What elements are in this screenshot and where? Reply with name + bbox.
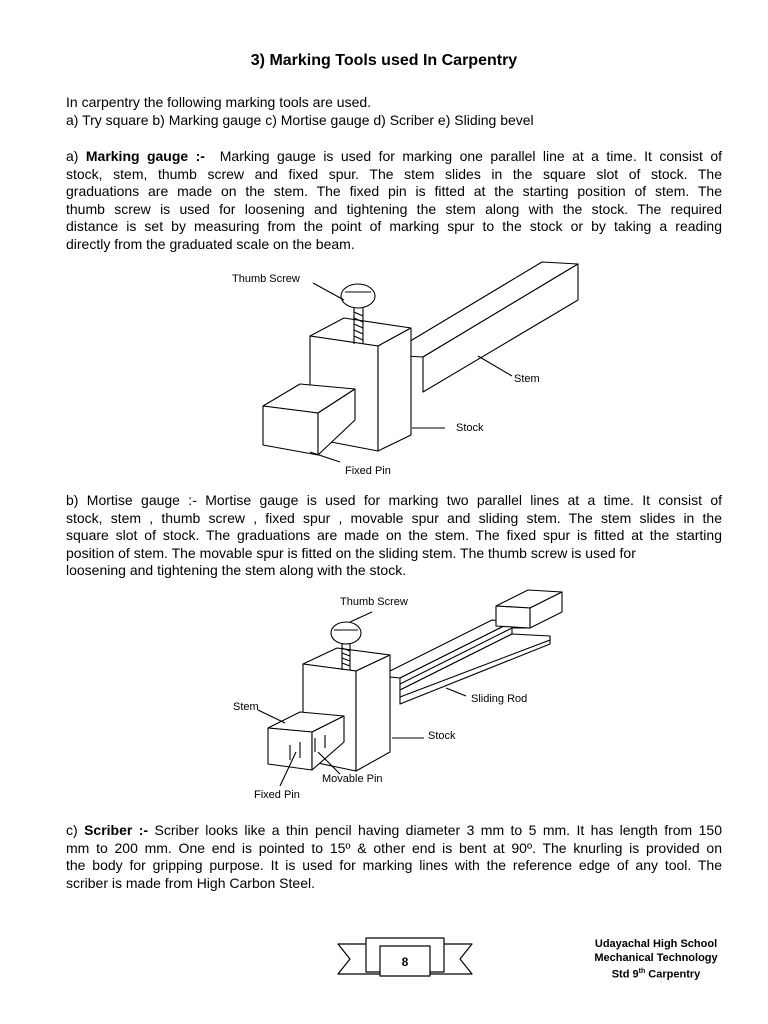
scriber-prefix: c) [66,822,85,838]
label-fixed-pin: Fixed Pin [345,465,391,477]
scriber-heading: Scriber :- [84,822,149,838]
page-title: 3) Marking Tools used In Carpentry [250,52,518,69]
intro-line-2: a) Try square b) Marking gauge c) Mortise gauge d) Scriber e) Sliding bevel [66,111,534,128]
label-stem: Stem [514,373,540,385]
scriber-line-3: the body for gripping purpose. It is used for marking lines with the reference edge of any tool. The [66,857,722,874]
label-stem: Stem [233,701,259,713]
marking-gauge-line-6: directly from the graduated scale on the beam. [66,235,355,252]
intro-line-1: In carpentry the following marking tools are used. [66,94,372,110]
label-sliding-rod: Sliding Rod [471,693,528,705]
footer-school: Udayachal High School [594,938,718,950]
marking-gauge-line-4: thumb screw is used for loosening and tightening the stem along with the stock. The required [66,200,722,217]
footer-subject: Mechanical Technology [594,952,718,964]
mortise-gauge-line-1: b) Mortise gauge :- Mortise gauge is used for marking two parallel lines at a time. It consist of [66,492,722,508]
stock-side-face [356,655,390,771]
label-thumb-screw: Thumb Screw [232,273,300,285]
mortise-gauge-line-5: loosening and tightening the stem along with the stock. [66,562,407,579]
label-thumb-screw: Thumb Screw [340,596,408,608]
footer-class [556,965,756,982]
mortise-gauge-line-3: square slot of stock. The graduations are made on the stem. The fixed spur is fitted at the starting [66,527,722,544]
scriber-line-1 [66,822,722,840]
mortise-gauge-line-2: stock, stem , thumb screw , fixed spur , movable spur and sliding stem. The stem slides in the [66,509,722,526]
page-number-banner [336,936,474,982]
mortise-gauge-line-4: position of stem. The movable spur is fitted on the sliding stem. The thumb screw is used for [66,544,636,561]
label-movable-pin: Movable Pin [322,773,383,785]
marking-gauge-line-5: distance is set by measuring from the point of marking spur to the stock or by taking a reading [66,218,722,235]
label-fixed-pin: Fixed Pin [254,789,300,801]
marking-gauge-text: Marking gauge is used for marking one parallel line at a time. It consist of [204,148,722,164]
thumb-screw-head [331,622,361,644]
page-number: 8 [401,955,409,969]
scriber-text: Scriber looks like a thin pencil having diameter 3 mm to 5 mm. It has length from 150 [148,822,722,838]
label-stock: Stock [456,422,484,434]
footer-class-sup: th [638,968,646,975]
footer-class-suffix: Carpentry [645,968,701,981]
footer-info [556,937,756,982]
label-stock: Stock [428,730,456,742]
marking-gauge-heading: Marking gauge :- [85,148,205,164]
footer-class-prefix: Std 9 [611,968,639,981]
marking-gauge-prefix: a) [66,148,86,164]
scriber-paragraph [66,822,722,892]
marking-gauge-line-3: graduations are made on the stem. The fixed pin is fitted at the starting position of stem. The [66,183,722,200]
scriber-line-2: mm to 200 mm. One end is pointed to 15º & other end is bent at 90º. The knurling is provided on [66,839,722,856]
scriber-line-4: scriber is made from High Carbon Steel. [66,874,315,891]
marking-gauge-line-2: stock, stem, thumb screw and fixed spur. The stem slides in the square slot of stock. The [66,165,722,182]
